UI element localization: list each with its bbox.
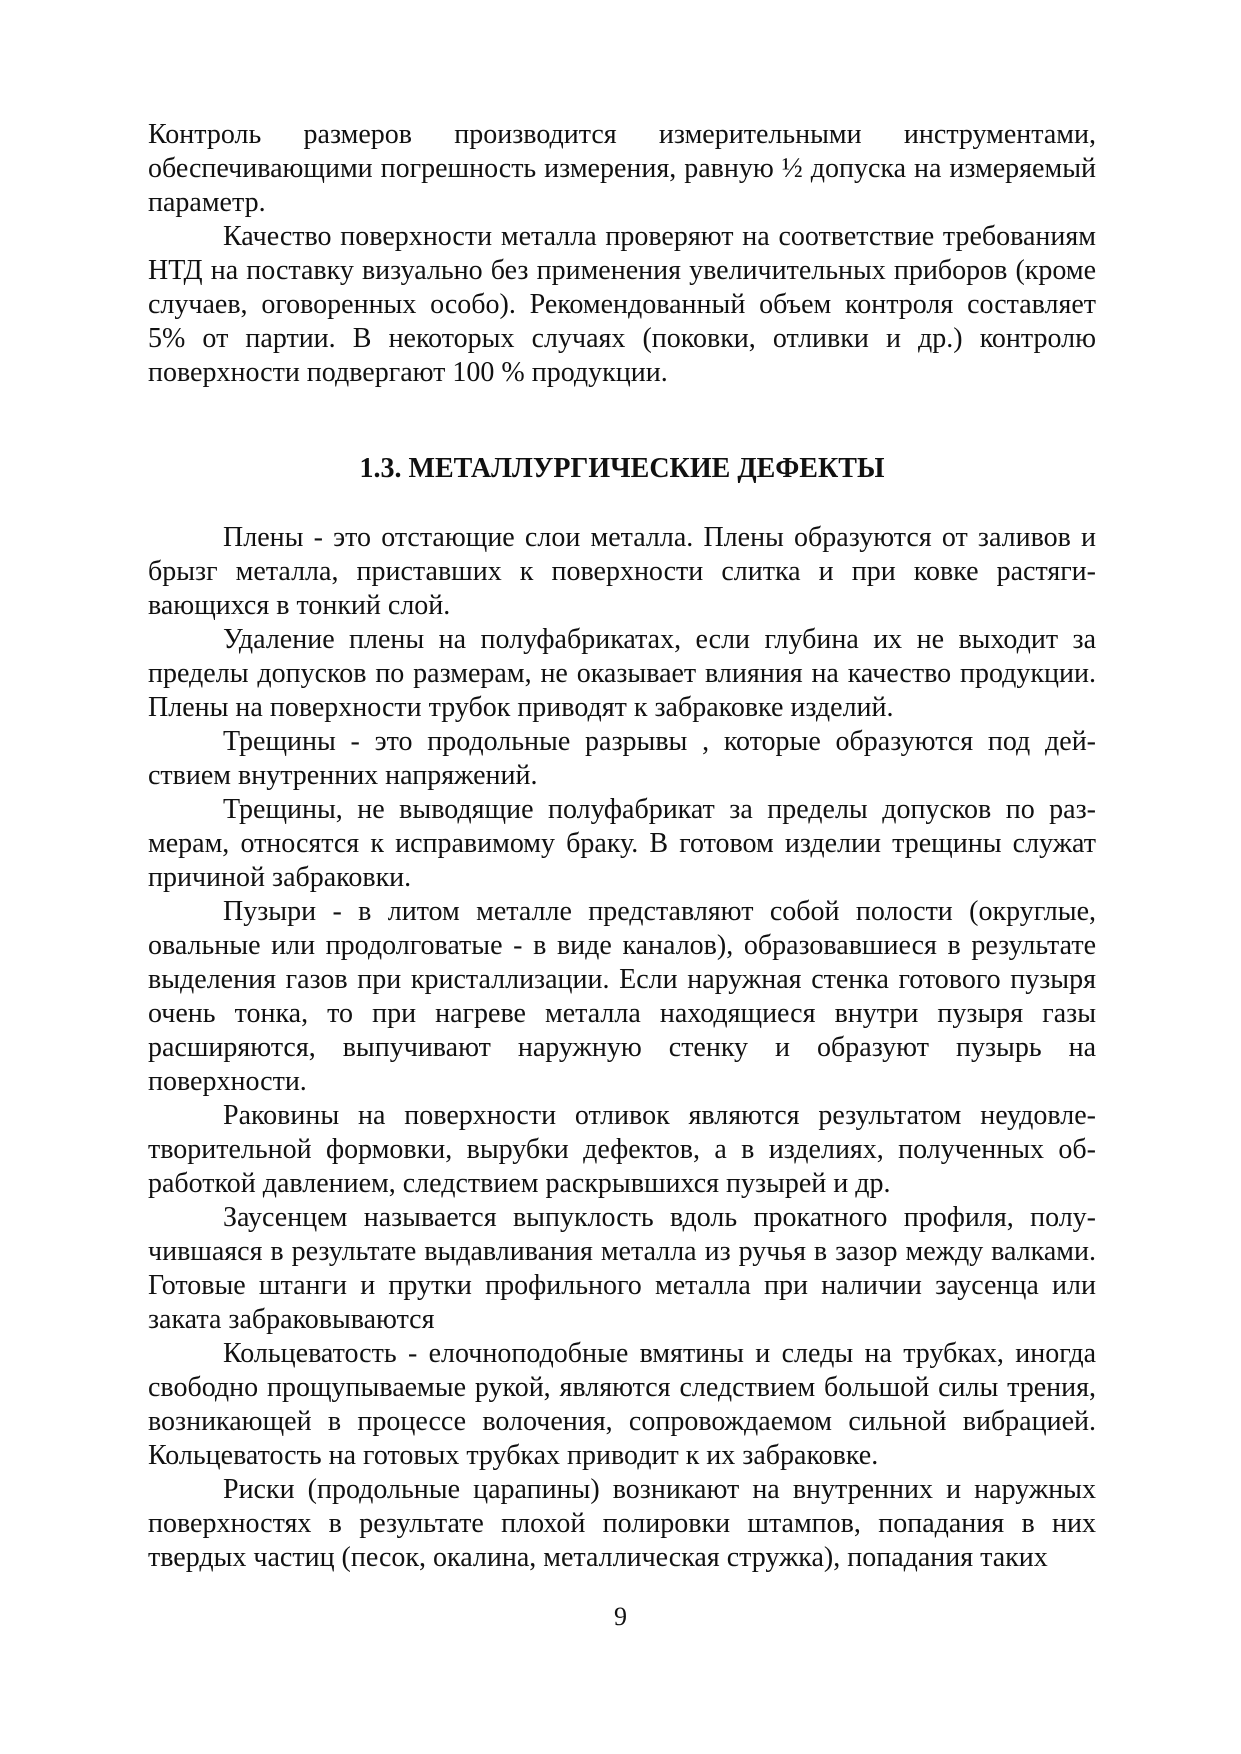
paragraph-plены: Плены - это отстающие слои металла. Плены образуются от заливов и брызг металла, приставших к поверхности слитка и при ковке растягивающихся в тонкий слой. (148, 522, 1096, 621)
section-body (148, 521, 1096, 1575)
paragraph-zausenets: Заусенцем называется выпуклость вдоль прокатного профиля, получившаяся в результате выдавливания металла из ручья в зазор между валками. Готовые штанги и прутки профильного металла при наличии заусенца или заката забраковываются (148, 1202, 1096, 1335)
paragraph-koltsevatost: Кольцеватость - елочноподобные вмятины и следы на трубках, иногда свободно прощупываемые рукой, являются следствием большой силы трения, возникающей в процессе волочения, сопровождаемом сильной вибрацией. Кольцеватость на готовых трубках приводит к их забраковке. (148, 1338, 1096, 1471)
intro-paragraph-2: Качество поверхности металла проверяют на соответствие требованиям НТД на поставку визуально без применения увеличительных приборов (кроме случаев, оговоренных особо). Рекомендованный объем контроля составляет 5% от партии. В некоторых случаях (поковки, отливки и др.) контролю поверхности подвергают 100 % продукции. (148, 221, 1096, 388)
paragraph-udalenie: Удаление плены на полуфабрикатах, если глубина их не выходит за пределы допусков по размерам, не оказывает влияния на качество продукции. Плены на поверхности трубок приводят к забраковке изделий. (148, 624, 1096, 723)
page-number: 9 (614, 1602, 627, 1631)
section-title: 1.3. МЕТАЛЛУРГИЧЕСКИЕ ДЕФЕКТЫ (359, 453, 885, 484)
paragraph-riski: Риски (продольные царапины) возникают на внутренних и наружных поверхностях в результате плохой полировки штампов, попадания в них твердых частиц (песок, окалина, металлическая стружка), попадания таких (148, 1474, 1096, 1573)
paragraph-puzyri: Пузыри - в литом металле представляют собой полости (округлые, овальные или продолговатые - в виде каналов), образовавшиеся в результате выделения газов при кристаллизации. Если наружная стенка готового пузыря очень тонка, то при нагреве металла находящиеся внутри пузыря газы расширяются, выпучивают наружную стенку и образуют пузырь на поверхности. (148, 896, 1096, 1097)
paragraph-rakoviny: Раковины на поверхности отливок являются результатом неудовлетворительной формовки, вырубки дефектов, а в изделиях, полученных обработкой давлением, следствием раскрывшихся пузырей и др. (148, 1100, 1096, 1199)
intro-paragraph-1: Контроль размеров производится измерительными инструментами, обеспечивающими погрешность измерения, равную ½ допуска на измеряемый параметр. (148, 119, 1096, 218)
paragraph-treshchiny-2: Трещины, не выводящие полуфабрикат за пределы допусков по размерам, относятся к исправимому браку. В готовом изделии трещины служат причиной забраковки. (148, 794, 1096, 893)
paragraph-treshchiny: Трещины - это продольные разрывы , которые образуются под действием внутренних напряжений. (148, 726, 1096, 791)
intro-block (148, 118, 1096, 390)
